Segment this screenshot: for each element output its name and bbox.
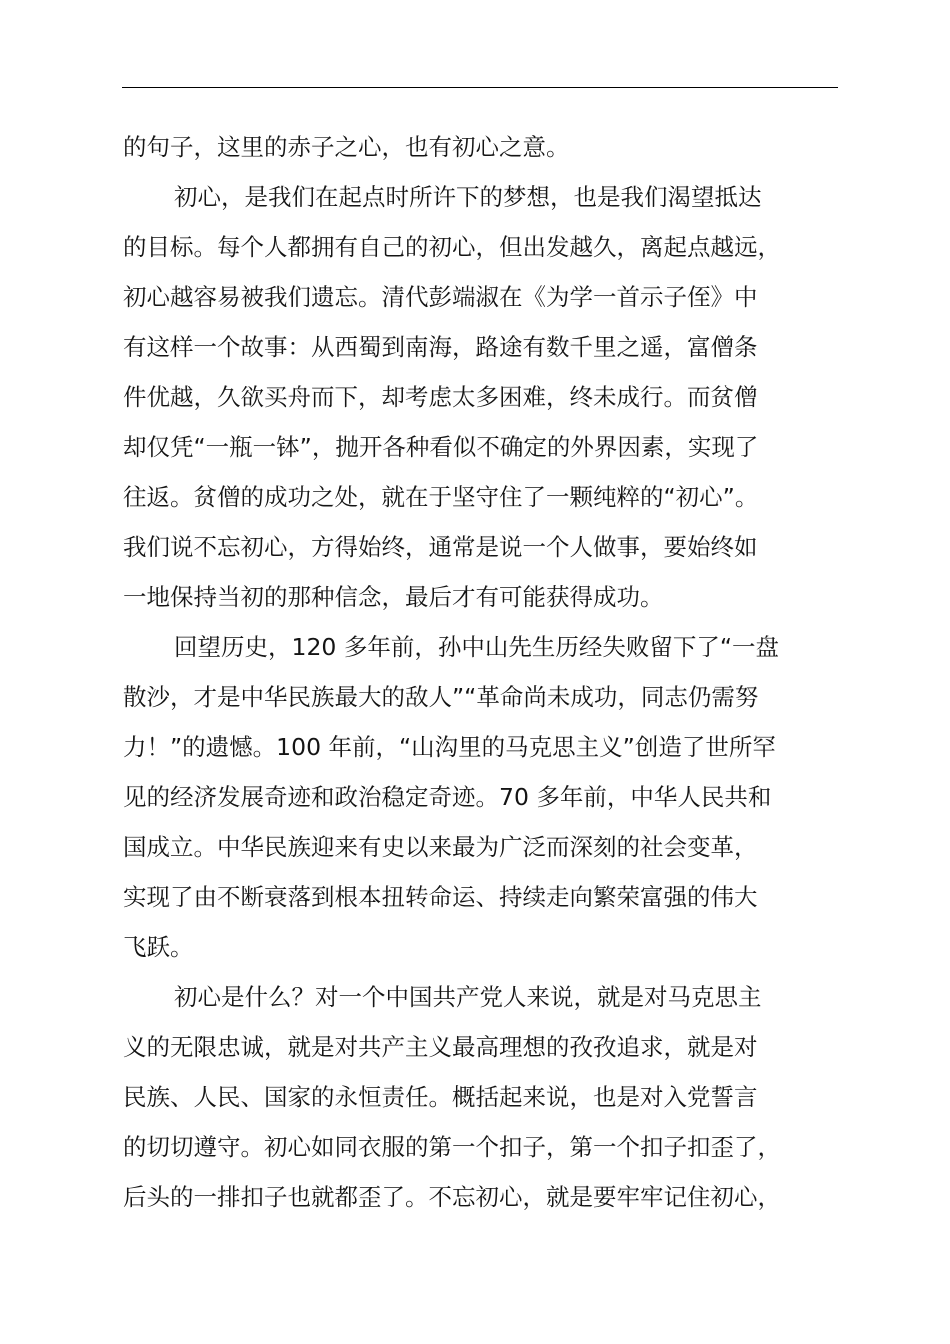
text-line: 的切切遵守。初心如同衣服的第一个扣子，第一个扣子扣歪了， xyxy=(123,1133,781,1161)
body-text xyxy=(123,122,839,1222)
text-line: 初心是什么？对一个中国共产党人来说，就是对马克思主 xyxy=(174,983,762,1011)
text-line: 却仅凭“一瓶一钵”，抛开各种看似不确定的外界因素，实现了 xyxy=(123,433,759,461)
text-line: 民族、人民、国家的永恒责任。概括起来说，也是对入党誓言 xyxy=(123,1083,758,1111)
header-rule xyxy=(122,87,838,88)
text-line: 的目标。每个人都拥有自己的初心，但出发越久，离起点越远， xyxy=(123,233,781,261)
text-line: 实现了由不断衰落到根本扭转命运、持续走向繁荣富强的伟大 xyxy=(123,883,758,911)
text-line: 一地保持当初的那种信念，最后才有可能获得成功。 xyxy=(123,583,664,611)
text-line: 散沙，才是中华民族最大的敌人”“革命尚未成功，同志仍需努 xyxy=(123,683,759,711)
text-line: 回望历史，120 多年前，孙中山先生历经失败留下了“一盘 xyxy=(174,633,779,661)
text-line: 初心越容易被我们遗忘。清代彭端淑在《为学一首示子侄》中 xyxy=(123,283,758,311)
text-line: 飞跃。 xyxy=(123,933,194,961)
text-line: 有这样一个故事：从西蜀到南海，路途有数千里之遥，富僧条 xyxy=(123,333,758,361)
text-line: 后头的一排扣子也就都歪了。不忘初心，就是要牢牢记住初心， xyxy=(123,1183,781,1211)
text-line: 义的无限忠诚，就是对共产主义最高理想的孜孜追求，就是对 xyxy=(123,1033,758,1061)
text-line: 往返。贫僧的成功之处，就在于坚守住了一颗纯粹的“初心”。 xyxy=(123,483,759,511)
text-line: 初心，是我们在起点时所许下的梦想，也是我们渴望抵达 xyxy=(174,183,762,211)
text-line: 件优越，久欲买舟而下，却考虑太多困难，终未成行。而贫僧 xyxy=(123,383,758,411)
text-line: 的句子，这里的赤子之心，也有初心之意。 xyxy=(123,133,570,161)
text-line: 力！”的遗憾。100 年前，“山沟里的马克思主义”创造了世所罕 xyxy=(123,733,776,761)
text-line: 国成立。中华民族迎来有史以来最为广泛而深刻的社会变革， xyxy=(123,833,758,861)
text-line: 我们说不忘初心，方得始终，通常是说一个人做事，要始终如 xyxy=(123,533,758,561)
text-line: 见的经济发展奇迹和政治稳定奇迹。70 多年前，中华人民共和 xyxy=(123,783,772,811)
